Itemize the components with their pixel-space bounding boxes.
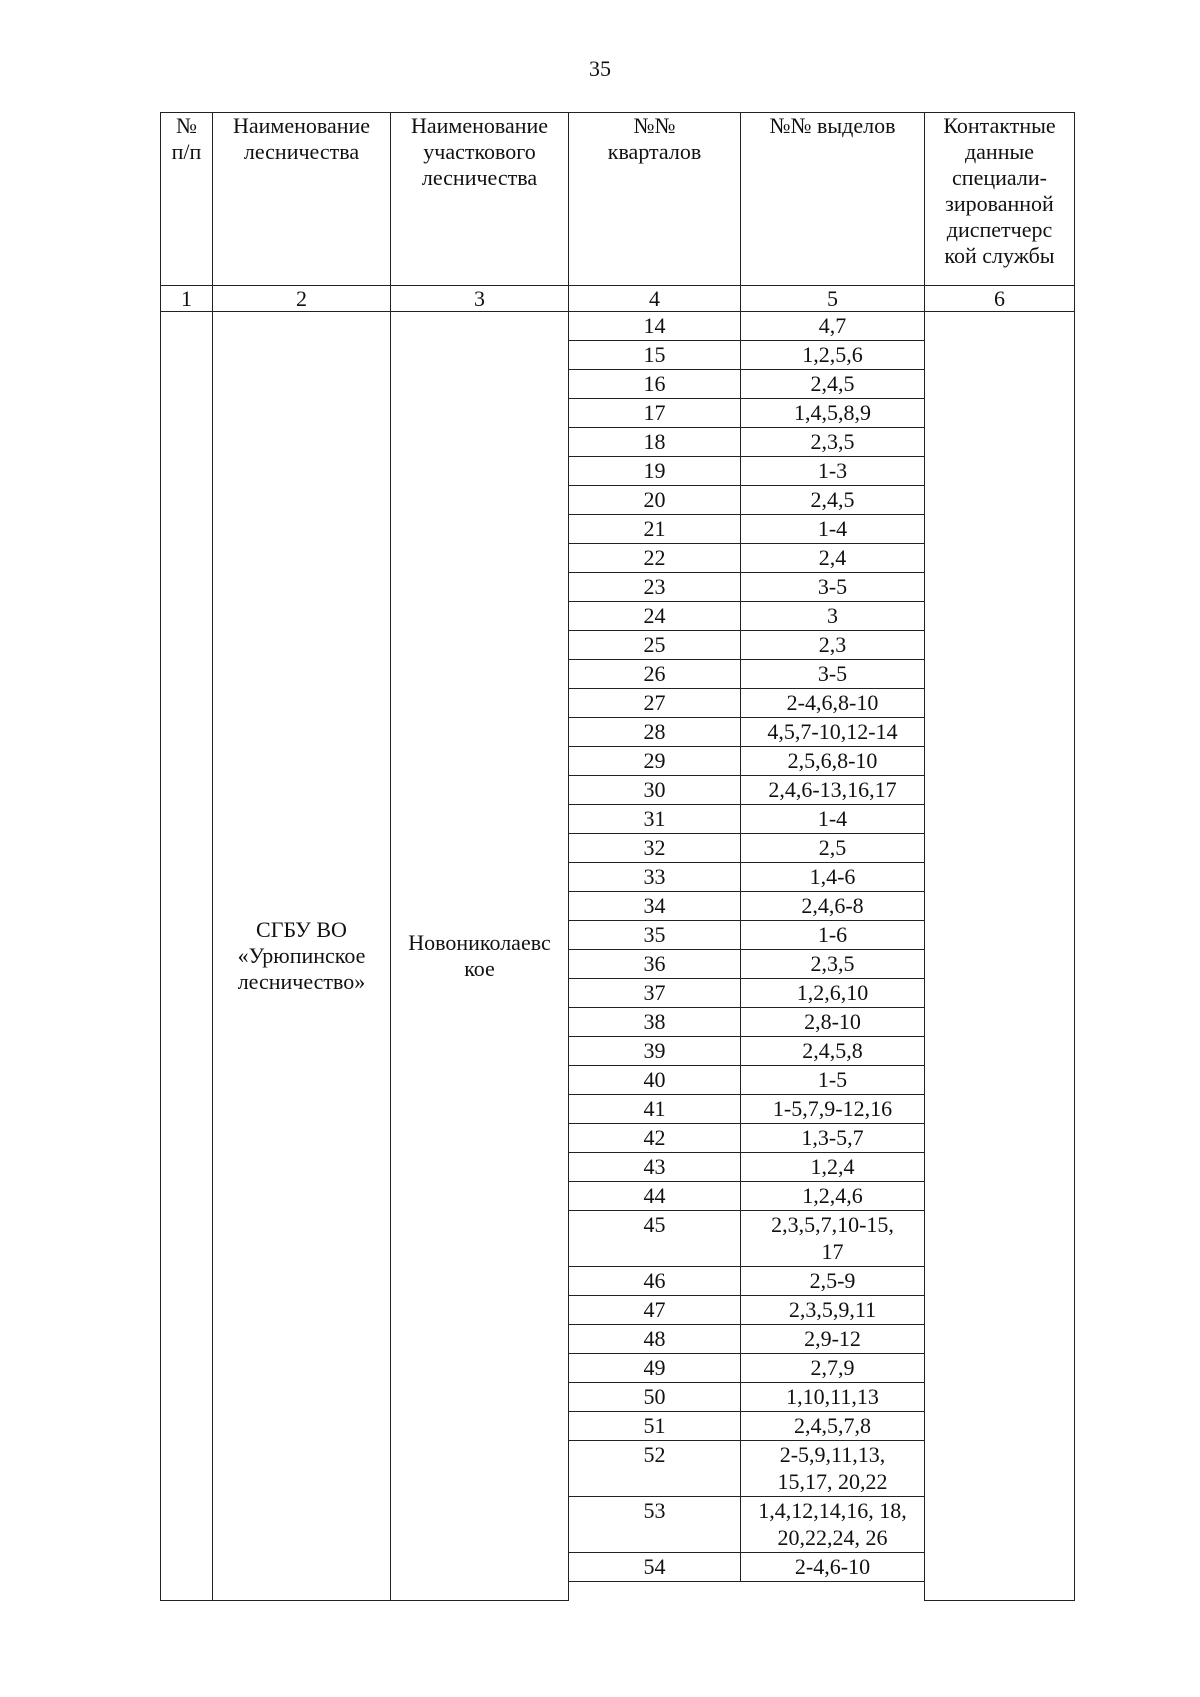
quarter-number-cell: 23: [569, 573, 741, 602]
allotments-cell: 1,3-5,7: [741, 1124, 925, 1153]
header-row: [161, 113, 1075, 286]
table-row: [161, 312, 1075, 341]
district-name-cell: [391, 312, 569, 1601]
allotments-cell: 2,4: [741, 544, 925, 573]
quarter-number-cell: 29: [569, 747, 741, 776]
quarter-number-cell: 19: [569, 457, 741, 486]
allotments-cell: 2,3,5,9,11: [741, 1296, 925, 1325]
forestry-name-cell: [213, 312, 391, 1601]
allotments-cell: 2,3,5: [741, 950, 925, 979]
allotments-cell: 4,7: [741, 312, 925, 341]
allotments-cell: 1-4: [741, 515, 925, 544]
quarter-number-cell: 21: [569, 515, 741, 544]
quarter-number-cell: 40: [569, 1066, 741, 1095]
column-number: 5: [741, 286, 925, 312]
allotments-cell: 1-5: [741, 1066, 925, 1095]
filler-cell: [569, 1582, 925, 1601]
allotments-cell: 1,2,4: [741, 1153, 925, 1182]
quarter-number-cell: 38: [569, 1008, 741, 1037]
allotments-cell: 2-5,9,11,13, 15,17, 20,22: [741, 1441, 925, 1497]
forest-quarters-table: [160, 112, 1075, 1601]
allotments-cell: 1-6: [741, 921, 925, 950]
column-number: 1: [161, 286, 213, 312]
quarter-number-cell: 53: [569, 1497, 741, 1553]
allotments-cell: 2,3,5,7,10-15, 17: [741, 1211, 925, 1267]
quarter-number-cell: 46: [569, 1267, 741, 1296]
district-name: Новониколаевс кое: [408, 929, 551, 981]
header-cell-quarters: №№ кварталов: [569, 113, 741, 286]
quarter-number-cell: 45: [569, 1211, 741, 1267]
allotments-cell: 2,4,6-8: [741, 892, 925, 921]
allotments-cell: 2-4,6,8-10: [741, 689, 925, 718]
quarter-number-cell: 33: [569, 863, 741, 892]
allotments-cell: 2,9-12: [741, 1325, 925, 1354]
table-body: [161, 312, 1075, 1601]
quarter-number-cell: 14: [569, 312, 741, 341]
forestry-name: СГБУ ВО «Урюпинское лесничество»: [237, 916, 366, 994]
allotments-cell: 2,4,5: [741, 486, 925, 515]
quarter-number-cell: 36: [569, 950, 741, 979]
allotments-cell: 2,4,5,7,8: [741, 1412, 925, 1441]
allotments-cell: 4,5,7-10,12-14: [741, 718, 925, 747]
allotments-cell: 3: [741, 602, 925, 631]
quarter-number-cell: 51: [569, 1412, 741, 1441]
header-cell-allotments: №№ выделов: [741, 113, 925, 286]
allotments-cell: 1-3: [741, 457, 925, 486]
column-number: 2: [213, 286, 391, 312]
allotments-cell: 2,3,5: [741, 428, 925, 457]
header-cell-number: № п/п: [161, 113, 213, 286]
quarter-number-cell: 28: [569, 718, 741, 747]
allotments-cell: 3-5: [741, 573, 925, 602]
allotments-cell: 2,4,5: [741, 370, 925, 399]
allotments-cell: 2,5-9: [741, 1267, 925, 1296]
quarter-number-cell: 42: [569, 1124, 741, 1153]
quarter-number-cell: 26: [569, 660, 741, 689]
allotments-cell: 2,3: [741, 631, 925, 660]
page-number: 35: [589, 56, 611, 81]
quarter-number-cell: 47: [569, 1296, 741, 1325]
quarter-number-cell: 50: [569, 1383, 741, 1412]
header-cell-contacts: Контактные данные специали- зированной диспетчерс кой службы: [925, 113, 1075, 286]
quarter-number-cell: 22: [569, 544, 741, 573]
quarter-number-cell: 44: [569, 1182, 741, 1211]
allotments-cell: 1-4: [741, 805, 925, 834]
allotments-cell: 1,4,5,8,9: [741, 399, 925, 428]
row-number-cell: [161, 312, 213, 1601]
quarter-number-cell: 54: [569, 1553, 741, 1582]
allotments-cell: 1,4-6: [741, 863, 925, 892]
contacts-cell: [925, 312, 1075, 1601]
quarter-number-cell: 25: [569, 631, 741, 660]
quarter-number-cell: 15: [569, 341, 741, 370]
allotments-cell: 2,5,6,8-10: [741, 747, 925, 776]
allotments-cell: 1,2,4,6: [741, 1182, 925, 1211]
header-cell-forestry: Наименование лесничества: [213, 113, 391, 286]
quarter-number-cell: 24: [569, 602, 741, 631]
quarter-number-cell: 52: [569, 1441, 741, 1497]
quarter-number-cell: 20: [569, 486, 741, 515]
quarter-number-cell: 17: [569, 399, 741, 428]
allotments-cell: 1,2,5,6: [741, 341, 925, 370]
quarter-number-cell: 49: [569, 1354, 741, 1383]
quarter-number-cell: 31: [569, 805, 741, 834]
allotments-cell: 2,7,9: [741, 1354, 925, 1383]
quarter-number-cell: 41: [569, 1095, 741, 1124]
quarter-number-cell: 27: [569, 689, 741, 718]
quarter-number-cell: 39: [569, 1037, 741, 1066]
quarter-number-cell: 18: [569, 428, 741, 457]
column-number: 3: [391, 286, 569, 312]
quarter-number-cell: 30: [569, 776, 741, 805]
allotments-cell: 1-5,7,9-12,16: [741, 1095, 925, 1124]
allotments-cell: 1,10,11,13: [741, 1383, 925, 1412]
column-number: 6: [925, 286, 1075, 312]
column-number: 4: [569, 286, 741, 312]
column-number-row: [161, 286, 1075, 312]
quarter-number-cell: 32: [569, 834, 741, 863]
quarter-number-cell: 35: [569, 921, 741, 950]
allotments-cell: 2,4,6-13,16,17: [741, 776, 925, 805]
quarter-number-cell: 37: [569, 979, 741, 1008]
quarter-number-cell: 16: [569, 370, 741, 399]
allotments-cell: 2,5: [741, 834, 925, 863]
allotments-cell: 1,4,12,14,16, 18, 20,22,24, 26: [741, 1497, 925, 1553]
header-cell-district: Наименование участкового лесничества: [391, 113, 569, 286]
quarter-number-cell: 34: [569, 892, 741, 921]
allotments-cell: 2,8-10: [741, 1008, 925, 1037]
allotments-cell: 2-4,6-10: [741, 1553, 925, 1582]
allotments-cell: 2,4,5,8: [741, 1037, 925, 1066]
allotments-cell: 1,2,6,10: [741, 979, 925, 1008]
quarter-number-cell: 48: [569, 1325, 741, 1354]
allotments-cell: 3-5: [741, 660, 925, 689]
quarter-number-cell: 43: [569, 1153, 741, 1182]
